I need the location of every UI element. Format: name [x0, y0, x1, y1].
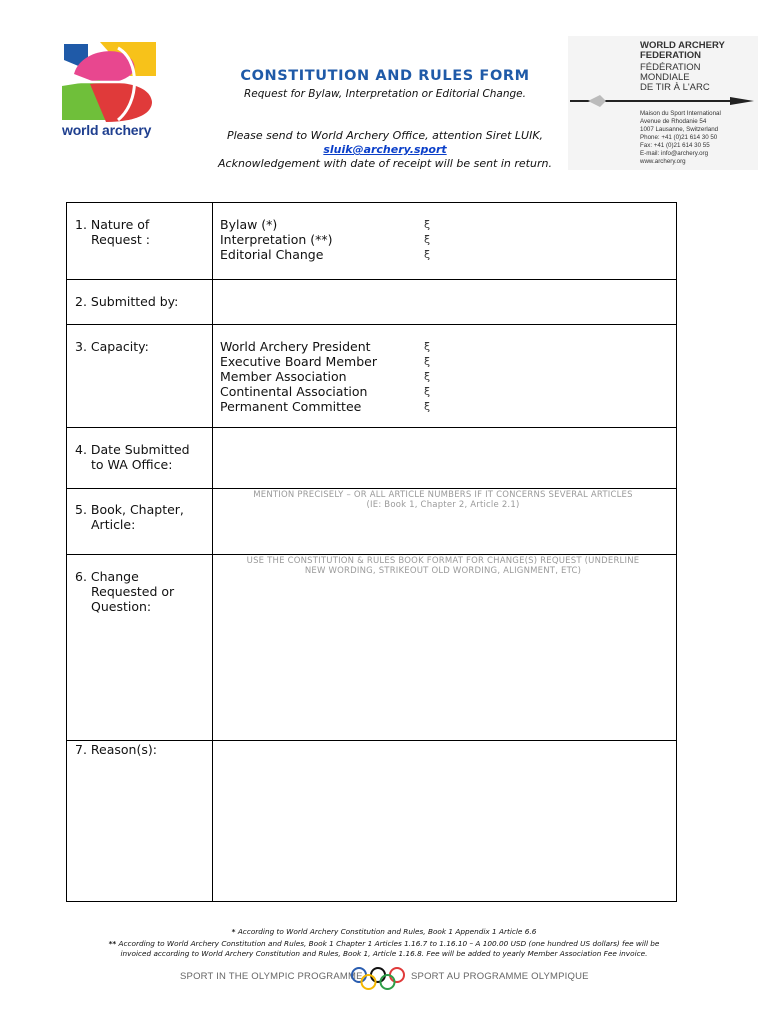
- fed-fax: Fax: +41 (0)21 614 30 55: [640, 142, 710, 149]
- reasons-label: 7. Reason(s):: [75, 742, 157, 757]
- fed-line-3: FÉDÉRATION: [640, 62, 701, 73]
- federation-letterhead: [568, 36, 758, 170]
- olympic-programme-en: SPORT IN THE OLYMPIC PROGRAMME: [180, 971, 363, 982]
- fed-address-2: Avenue de Rhodanie 54: [640, 118, 707, 125]
- fed-address-1: Maison du Sport International: [640, 110, 721, 117]
- checkbox-icon[interactable]: ξ: [424, 248, 431, 261]
- footnote-interpretation-cont: invoiced according to World Archery Constitution and Rules, Book 1, Article 1.16.8. Fee will be added to yearly Member Association Fee invoice.: [120, 949, 648, 958]
- fed-address-3: 1007 Lausanne, Switzerland: [640, 126, 719, 133]
- book-chapter-label: 5. Book, Chapter, Article:: [75, 502, 184, 532]
- option-interpretation[interactable]: Interpretation (**) ξ: [220, 232, 431, 247]
- checkbox-icon[interactable]: ξ: [424, 370, 431, 383]
- checkbox-icon[interactable]: ξ: [424, 385, 431, 398]
- capacity-options: [220, 339, 431, 414]
- option-bylaw[interactable]: Bylaw (*) ξ: [220, 217, 431, 232]
- date-submitted-label: 4. Date Submitted to WA Office:: [75, 442, 190, 472]
- fed-email: E-mail: info@archery.org: [640, 150, 709, 157]
- checkbox-icon[interactable]: ξ: [424, 355, 431, 368]
- row-nature-of-request: [67, 203, 676, 279]
- checkbox-icon[interactable]: ξ: [424, 400, 431, 413]
- option-continental-association[interactable]: Continental Association ξ: [220, 384, 431, 399]
- option-executive-board[interactable]: Executive Board Member ξ: [220, 354, 431, 369]
- acknowledgement-note: Acknowledgement with date of receipt will be sent in return.: [218, 157, 552, 170]
- row-book-chapter-article: [67, 488, 676, 554]
- arrow-icon: [570, 94, 754, 108]
- checkbox-icon[interactable]: ξ: [424, 218, 431, 231]
- olympic-programme-fr: SPORT AU PROGRAMME OLYMPIQUE: [411, 971, 589, 982]
- send-instructions: Please send to World Archery Office, attention Siret LUIK,: [226, 129, 544, 142]
- book-hint: MENTION PRECISELY – OR ALL ARTICLE NUMBERS IF IT CONCERNS SEVERAL ARTICLES (IE: Book 1, Chapter 2, Article 2.1): [253, 490, 633, 510]
- row-date-submitted: [67, 427, 676, 488]
- checkbox-icon[interactable]: ξ: [424, 233, 431, 246]
- fed-line-1: WORLD ARCHERY: [640, 40, 725, 51]
- option-permanent-committee[interactable]: Permanent Committee ξ: [220, 399, 431, 414]
- olympic-rings-icon: [350, 966, 406, 992]
- checkbox-icon[interactable]: ξ: [424, 340, 431, 353]
- row-reasons: [67, 740, 676, 901]
- email-link[interactable]: sluik@archery.sport: [323, 143, 447, 156]
- form-subtitle: Request for Bylaw, Interpretation or Editorial Change.: [244, 88, 526, 100]
- fed-line-2: FEDERATION: [640, 50, 702, 61]
- row-capacity: [67, 324, 676, 427]
- nature-options: [220, 217, 431, 262]
- request-form-table: [66, 202, 677, 902]
- fed-line-4: MONDIALE: [640, 72, 690, 83]
- row-change-requested: [67, 554, 676, 740]
- fed-line-5: DE TIR À L'ARC: [640, 82, 710, 93]
- fed-website: www.archery.org: [640, 158, 686, 165]
- change-requested-label: 6. Change Requested or Question:: [75, 569, 175, 614]
- nature-label: 1. Nature of Request :: [75, 217, 150, 247]
- submitted-by-label: 2. Submitted by:: [75, 294, 179, 309]
- form-title: CONSTITUTION AND RULES FORM: [240, 68, 530, 84]
- change-hint: USE THE CONSTITUTION & RULES BOOK FORMAT FOR CHANGE(S) REQUEST (UNDERLINE NEW WORDING, STRIKEOUT OLD WORDING, ALIGNMENT, ETC): [246, 556, 640, 576]
- capacity-label: 3. Capacity:: [75, 339, 149, 354]
- option-president[interactable]: World Archery President ξ: [220, 339, 431, 354]
- option-member-association[interactable]: Member Association ξ: [220, 369, 431, 384]
- footnote-bylaw: * According to World Archery Constitution and Rules, Book 1 Appendix 1 Article 6.6: [231, 927, 537, 936]
- footnote-interpretation: ** According to World Archery Constitution and Rules, Book 1 Chapter 1 Articles 1.16.7 to 1.16.10 – A 100.00 USD (one hundred US dollars) fee will be: [108, 939, 660, 948]
- row-submitted-by: [67, 279, 676, 324]
- fed-phone: Phone: +41 (0)21 614 30 50: [640, 134, 718, 141]
- logo-text: world archery: [62, 122, 152, 138]
- option-editorial-change[interactable]: Editorial Change ξ: [220, 247, 431, 262]
